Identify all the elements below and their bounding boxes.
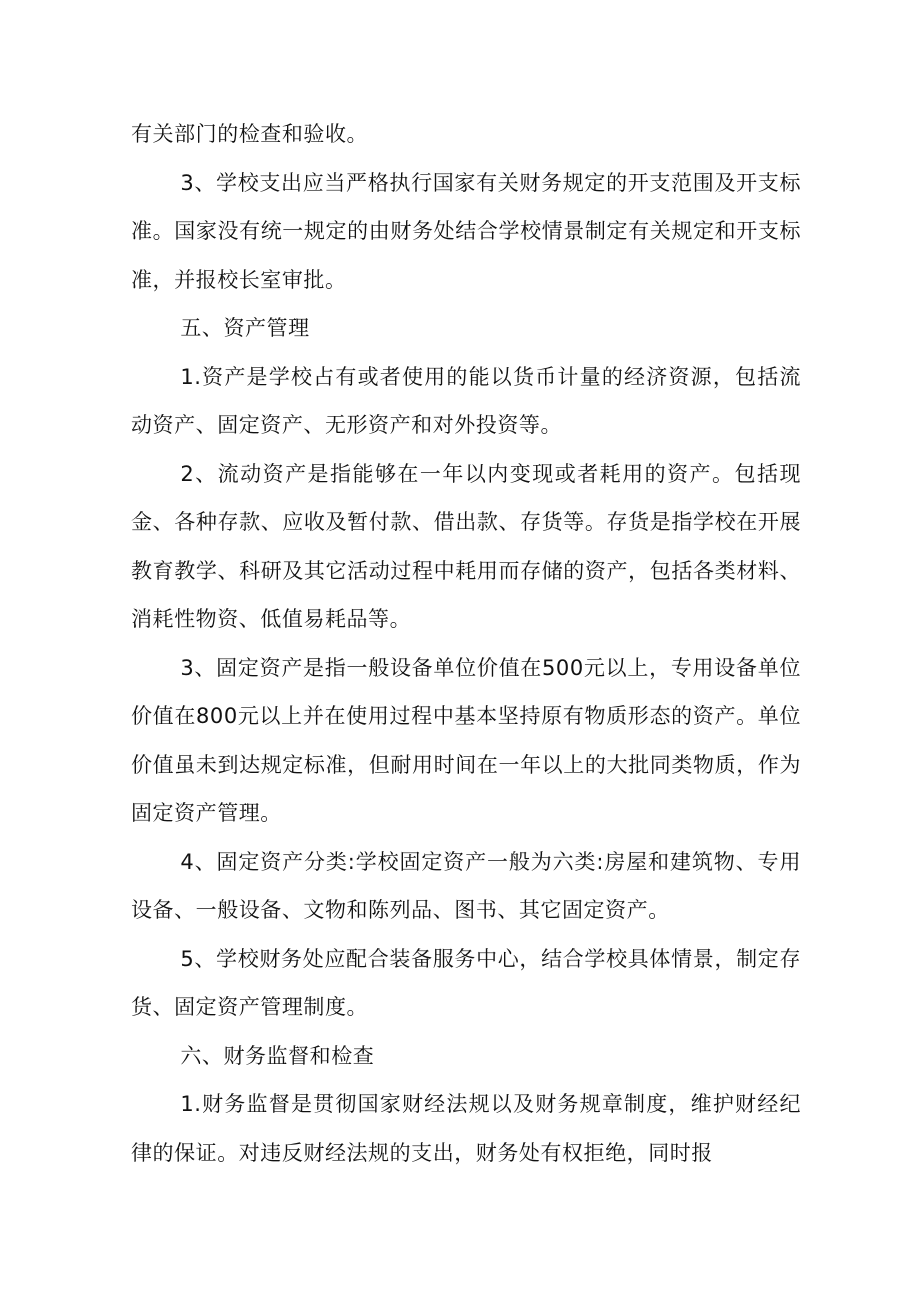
paragraph-fixed-assets: 3、固定资产是指一般设备单位价值在500元以上，专用设备单位价值在800元以上并在使用过程中基本坚持原有物质形态的资产。单位价值虽未到达规定标准，但耐用时间在一年以上的大批同类物质，作为固定资产管理。 xyxy=(131,655,801,825)
paragraph-financial-supervision: 1.财务监督是贯彻国家财经法规以及财务规章制度，维护财经纪律的保证。对违反财经法规的支出，财务处有权拒绝，同时报 xyxy=(131,1092,801,1165)
paragraph-asset-definition: 1.资产是学校占有或者使用的能以货币计量的经济资源，包括流动资产、固定资产、无形资产和对外投资等。 xyxy=(131,364,801,437)
paragraph-continuation: 有关部门的检查和验收。 xyxy=(131,122,369,146)
document-body xyxy=(131,110,801,1177)
paragraph-current-assets: 2、流动资产是指能够在一年以内变现或者耗用的资产。包括现金、各种存款、应收及暂付款、借出款、存货等。存货是指学校在开展教育教学、科研及其它活动过程中耗用而存储的资产，包括各类材料、消耗性物资、低值易耗品等。 xyxy=(131,461,801,631)
section-heading-asset-management: 五、资产管理 xyxy=(180,316,310,340)
paragraph-expenditure-standards: 3、学校支出应当严格执行国家有关财务规定的开支范围及开支标准。国家没有统一规定的由财务处结合学校情景制定有关规定和开支标准，并报校长室审批。 xyxy=(131,170,801,292)
paragraph-asset-management-system: 5、学校财务处应配合装备服务中心，结合学校具体情景，制定存货、固定资产管理制度。 xyxy=(131,946,801,1019)
section-heading-financial-supervision: 六、财务监督和检查 xyxy=(180,1043,375,1068)
paragraph-fixed-asset-classification: 4、固定资产分类:学校固定资产一般为六类:房屋和建筑物、专用设备、一般设备、文物和陈列品、图书、其它固定资产。 xyxy=(131,849,801,922)
